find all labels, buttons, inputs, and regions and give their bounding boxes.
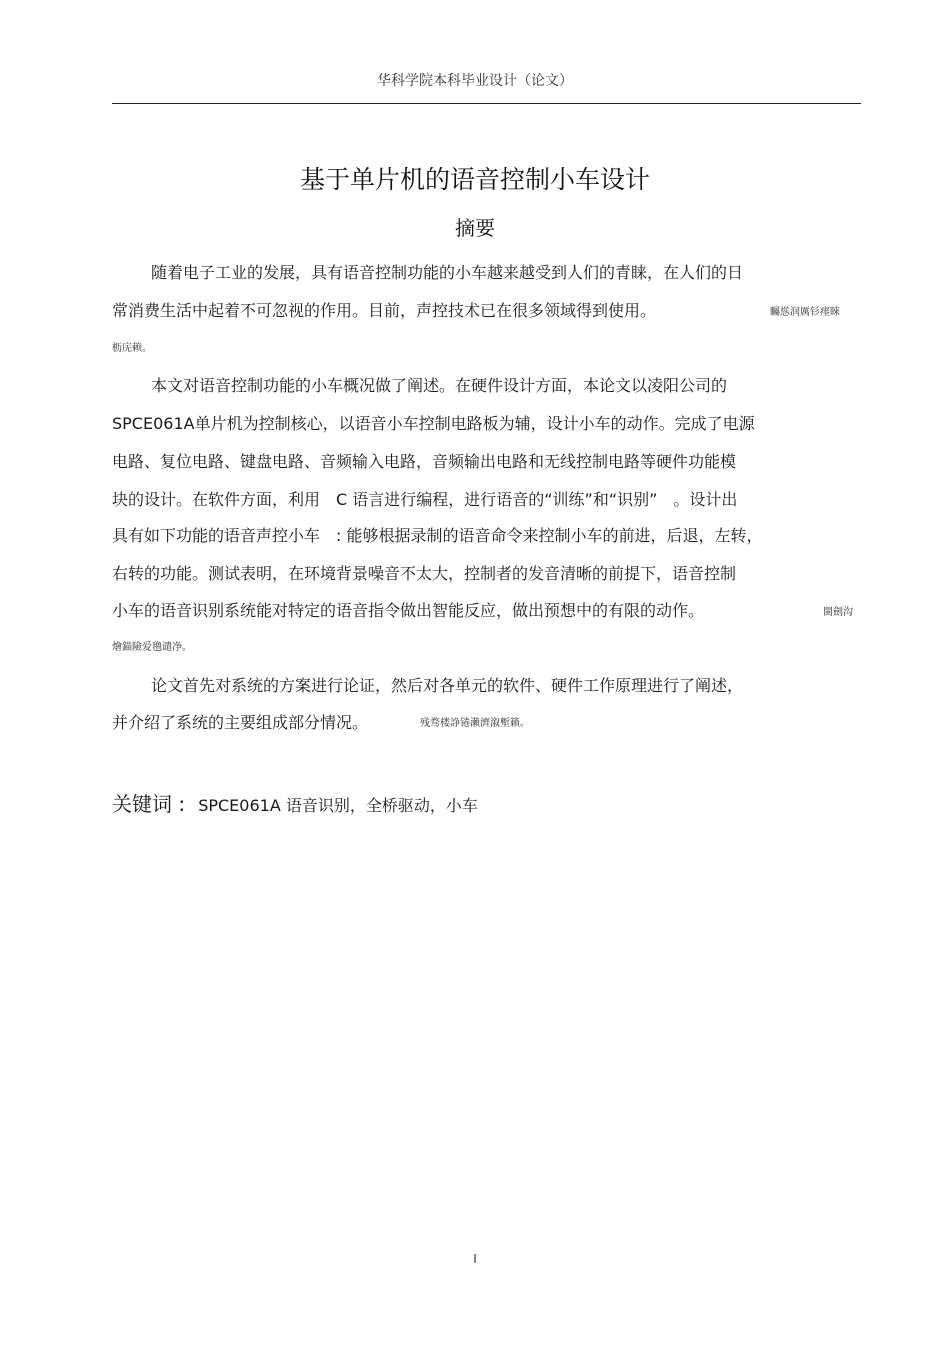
paragraph3-line2: 并介绍了系统的主要组成部分情况。 — [112, 713, 369, 732]
page-number: I — [473, 1252, 477, 1266]
paragraph2-noise1: 閩劍沟 — [823, 607, 853, 618]
page-title: 基于单片机的语音控制小车设计 — [299, 165, 650, 194]
paragraph2-line4: 块的设计。在软件方面，利用 C 语言进行编程，进行语音的“训练”和“识别” 。设计出 — [112, 490, 738, 509]
paragraph2-line5: 具有如下功能的语音声控小车 : 能够根据录制的语音命令来控制小车的前进，后退，左转， — [112, 526, 763, 545]
running-header: 华科学院本科毕业设计（论文） — [377, 73, 573, 89]
paragraph2-line7: 小车的语音识别系统能对特定的语音指令做出智能反应，做出预想中的有限的动作。 — [112, 601, 705, 620]
paragraph2-line2: SPCE061A单片机为控制核心，以语音小车控制电路板为辅，设计小车的动作。完成了电源 — [112, 414, 755, 433]
paragraph1-line2: 常消费生活中起着不可忽视的作用。目前，声控技术已在很多领域得到使用。 — [112, 301, 657, 320]
keywords-row — [112, 788, 478, 817]
paragraph2-line6: 右转的功能。测试表明，在环境背景噪音不太大，控制者的发音清晰的前提下，语音控制 — [112, 564, 737, 583]
paragraph3-line1: 论文首先对系统的方案进行论证，然后对各单元的软件、硬件工作原理进行了阐述， — [151, 676, 744, 695]
keywords-label: 关键词 : — [112, 792, 186, 816]
paragraph3-noise1: 残骛楼諍锩瀨濟溆塹籟。 — [420, 718, 530, 729]
paragraph1-noise2: 枥庑赖。 — [112, 343, 152, 354]
abstract-heading: 摘要 — [455, 216, 495, 240]
paragraph2-noise2: 燴錨險爱氇谴净。 — [112, 642, 192, 653]
paragraph1-line1: 随着电子工业的发展，具有语音控制功能的小车越来越受到人们的青睐，在人们的日 — [151, 263, 744, 282]
header-rule — [112, 103, 861, 104]
keywords-value: SPCE061A 语音识别，全桥驱动，小车 — [198, 796, 478, 815]
paragraph2-line3: 电路、复位电路、键盘电路、音频输入电路，音频输出电路和无线控制电路等硬件功能模 — [112, 452, 737, 471]
paragraph2-line1: 本文对语音控制功能的小车概况做了阐述。在硬件设计方面，本论文以凌阳公司的 — [151, 376, 728, 395]
paragraph1-noise1: 矚慫润厲钐瘗睞 — [770, 307, 840, 318]
